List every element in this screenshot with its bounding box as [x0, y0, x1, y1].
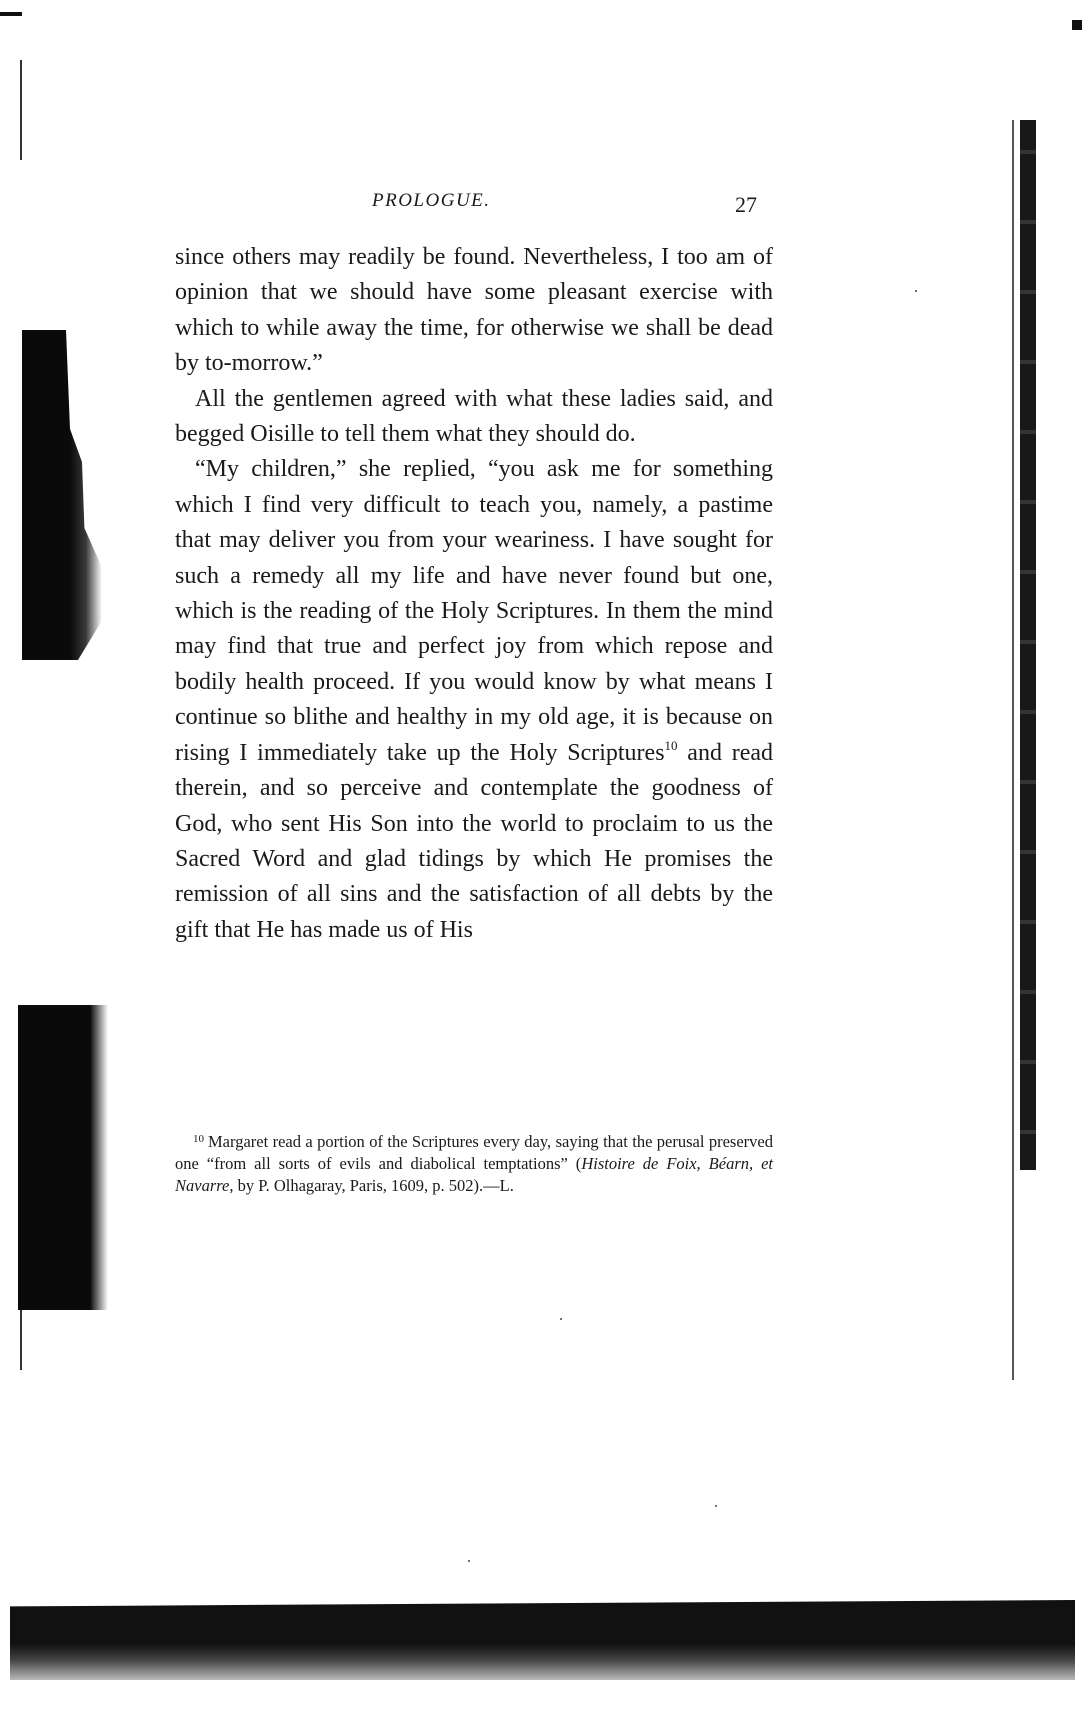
paragraph	[175, 452, 773, 948]
footnote-number: 10	[193, 1133, 204, 1145]
body-text	[175, 240, 773, 948]
scan-edge-line	[20, 60, 22, 160]
running-head	[0, 190, 1088, 220]
footnote-cited-title: Histoire de Foix, Béarn, et Navarre,	[175, 1154, 773, 1195]
scan-mark	[1072, 20, 1082, 30]
scan-shadow	[10, 1600, 1075, 1680]
scan-shadow	[1020, 120, 1036, 1170]
running-head-title: PROLOGUE.	[372, 190, 491, 211]
footnote-text: by P. Olhagaray, Paris, 1609, p. 502).—L.	[233, 1176, 514, 1195]
scan-speck	[468, 1560, 470, 1562]
paragraph-text: and read therein, and so perceive and contemplate the goodness of God, who sent His Son into the world to proclaim to us the Sacred Word and glad tidings by which He promises the remission of all sins and the satisfaction of all debts by the gift that He has made us of His	[175, 739, 773, 943]
paragraph: All the gentlemen agreed with what these ladies said, and begged Oisille to tell them what they should do.	[175, 385, 773, 448]
scan-shadow	[18, 1005, 108, 1310]
footnote-text: Margaret read a portion of the Scriptures every day, saying that the perusal preserved one “from all sorts of evils and diabolical temptations” (	[175, 1132, 773, 1173]
paragraph: since others may readily be found. Nevertheless, I too am of opinion that we should have some pleasant exercise with which to while away the time, for otherwise we shall be dead by to-morrow.”	[175, 244, 773, 377]
scan-speck	[715, 1505, 717, 1507]
footnote	[175, 1128, 773, 1197]
scan-speck	[915, 290, 917, 292]
scan-shadow	[22, 330, 102, 660]
paragraph-text: “My children,” she replied, “you ask me for something which I find very difficult to teach you, namely, a pastime that may deliver you from your weariness. I have sought for such a remedy all my life and have never found but one, which is the reading of the Holy Scriptures. In them the mind may find that true and perfect joy from which repose and bodily health proceed. If you would know by what means I continue so blithe and healthy in my old age, it is because on rising I immediately take up the Holy Scriptures	[175, 456, 773, 766]
footnote-reference: 10	[664, 737, 678, 753]
page-number: 27	[735, 192, 757, 217]
scan-mark	[0, 12, 22, 16]
scan-speck	[560, 1318, 562, 1320]
scan-edge-line	[1012, 120, 1014, 1380]
